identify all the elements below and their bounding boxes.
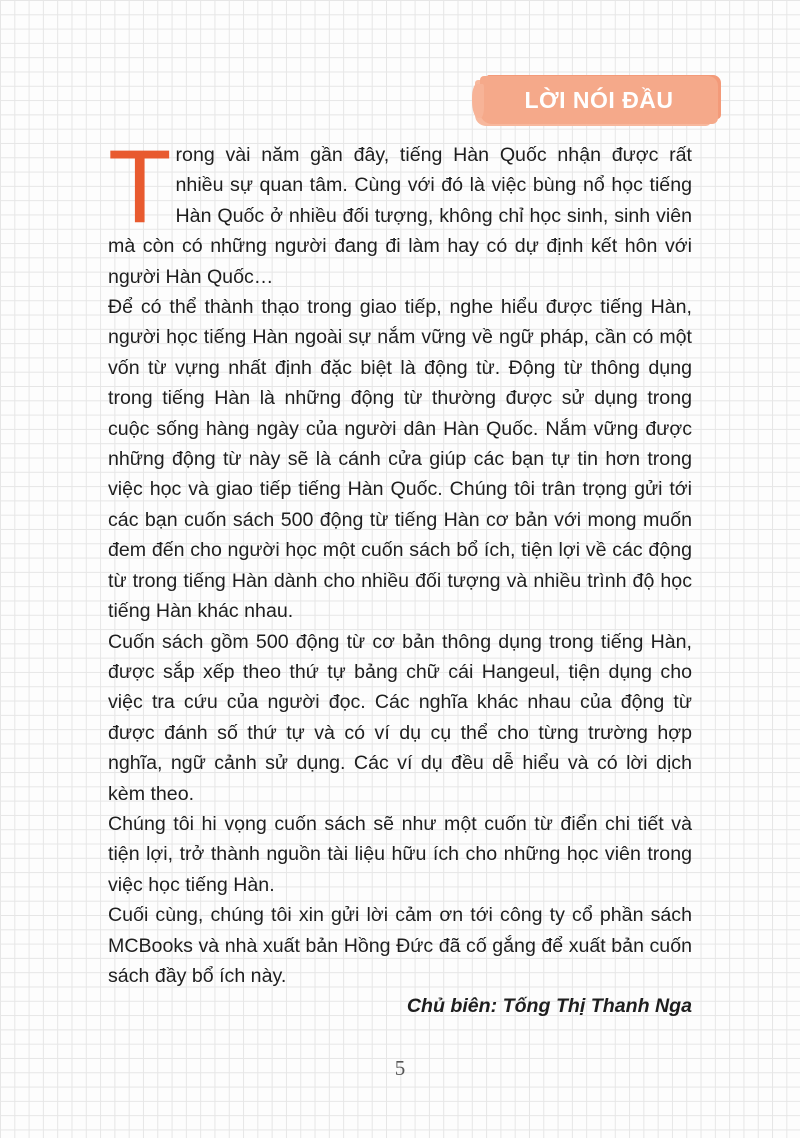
paragraph-2: Để có thể thành thạo trong giao tiếp, nghe hiểu được tiếng Hàn, người học tiếng Hàn ngoài sự nắm vững về ngữ pháp, cần có một vốn từ vựng nhất định đặc biệt là động từ. Động từ thông dụng trong tiếng Hàn là những động từ thường được sử dụng trong cuộc sống hàng ngày của người dân Hàn Quốc. Nắm vững được những động từ này sẽ là cánh cửa giúp các bạn tự tin hơn trong việc học và giao tiếp tiếng Hàn Quốc. Chúng tôi trân trọng gửi tới các bạn cuốn sách 500 động từ tiếng Hàn cơ bản với mong muốn đem đến cho người học một cuốn sách bổ ích, tiện lợi về các động từ trong tiếng Hàn dành cho nhiều đối tượng và nhiều trình độ học tiếng Hàn khác nhau. xyxy=(108,296,692,623)
author-signature: Chủ biên: Tống Thị Thanh Nga xyxy=(406,995,692,1018)
page-number: 5 xyxy=(394,1056,406,1080)
section-title: LỜI NÓI ĐẦU xyxy=(524,87,674,113)
drop-cap: T xyxy=(108,129,172,245)
paragraph-4: Chúng tôi hi vọng cuốn sách sẽ như một cuốn từ điển chi tiết và tiện lợi, trở thành nguồn tài liệu hữu ích cho những học viên trong việc học tiếng Hàn. xyxy=(108,812,692,896)
paragraph-intro xyxy=(108,129,692,292)
intro-text: rong vài năm gần đây, tiếng Hàn Quốc nhận được rất nhiều sự quan tâm. Cùng với đó là việc bùng nổ học tiếng Hàn Quốc ở nhiều đối tượng, không chỉ học sinh, sinh viên mà còn có những người đang đi làm hay có dự định kết hôn với người Hàn Quốc… xyxy=(108,144,692,288)
paragraph-3: Cuốn sách gồm 500 động từ cơ bản thông dụng trong tiếng Hàn, được sắp xếp theo thứ tự bảng chữ cái Hangeul, tiện dụng cho việc tra cứu của người đọc. Các nghĩa khác nhau của động từ được đánh số thứ tự và có ví dụ cụ thể cho từng trường hợp nghĩa, ngữ cảnh sử dụng. Các ví dụ đều dễ hiểu và có lời dịch kèm theo. xyxy=(108,630,692,805)
preface-body xyxy=(108,129,692,1022)
paragraph-5: Cuối cùng, chúng tôi xin gửi lời cảm ơn tới công ty cổ phần sách MCBooks và nhà xuất bản Hồng Đức đã cố gắng để xuất bản cuốn sách đầy bổ ích này. xyxy=(108,904,692,987)
